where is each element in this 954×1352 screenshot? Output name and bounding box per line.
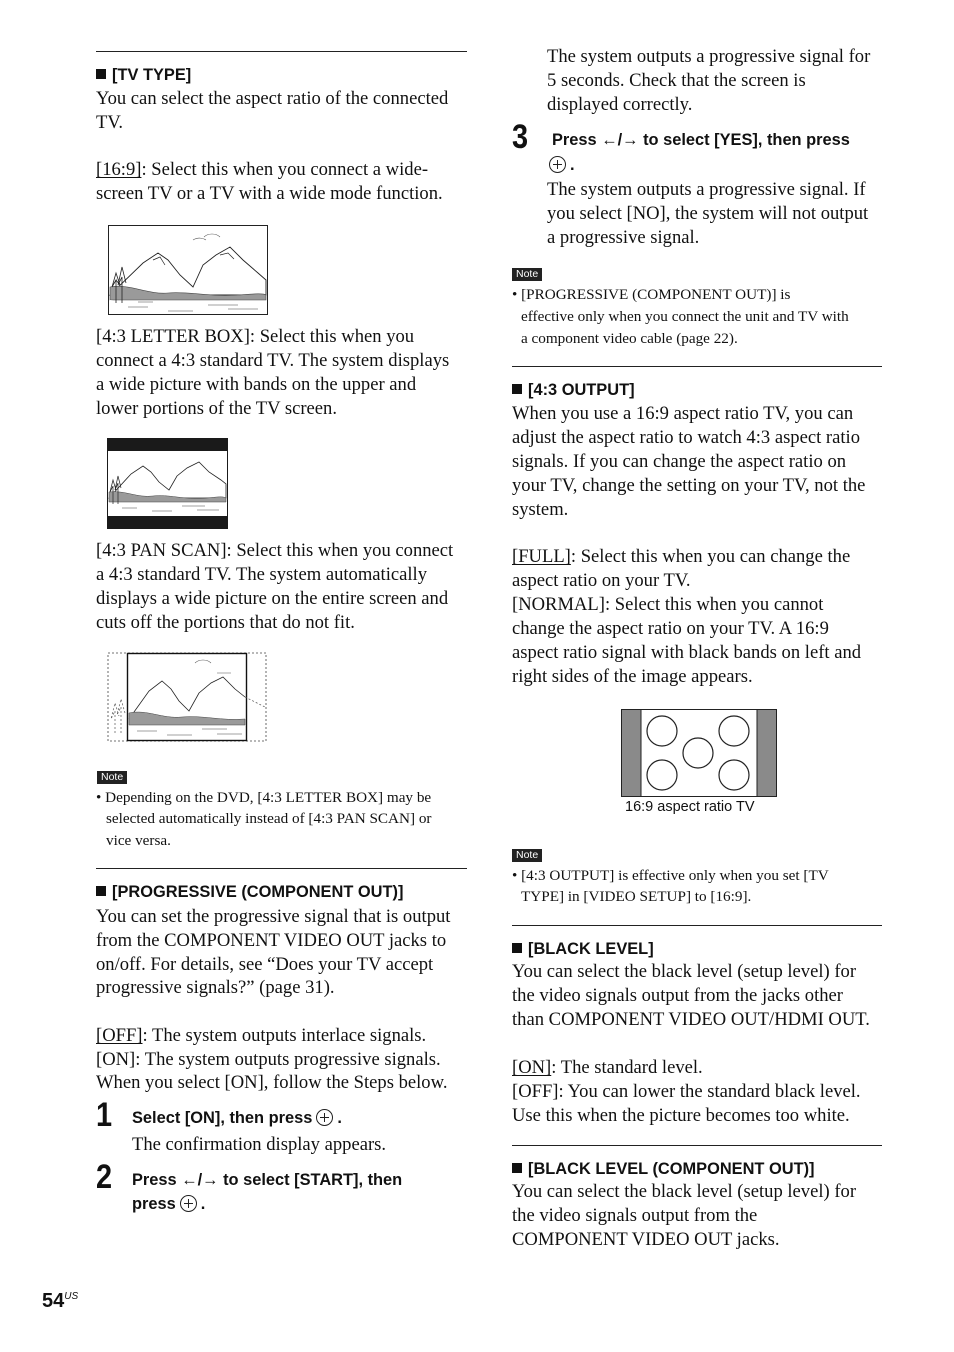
letterbox-line-1: [4:3 LETTER BOX]: Select this when you [96, 326, 415, 347]
panscan-illustration [107, 651, 267, 743]
panscan-line-1: [4:3 PAN SCAN]: Select this when you connect [96, 540, 454, 561]
page-number: $54^{US}$ [42, 1290, 79, 1312]
output43-normal-4: right sides of the image appears. [512, 666, 753, 687]
output43-normal-1: [NORMAL]: Select this when you cannot [512, 594, 824, 615]
enter-button-icon [316, 1109, 333, 1126]
step-1-desc: The confirmation display appears. [132, 1134, 387, 1155]
progressive-intro-1: You can set the progressive signal that is output [96, 906, 451, 927]
continued-line-3: displayed correctly. [547, 94, 693, 115]
output43-full-line-1: [FULL]: Select this when you can change the [512, 546, 851, 567]
letterbox-line-4: lower portions of the TV screen. [96, 398, 337, 419]
rule-progressive [96, 868, 467, 869]
note-2-line-3: a component video cable (page 22). [521, 330, 738, 347]
letterbox-line-3: a wide picture with bands on the upper and [96, 374, 417, 395]
step-3-text: Press ←/→ to select [YES], then press [552, 131, 850, 149]
aspect-ratio-tv-illustration [621, 709, 777, 797]
progressive-intro-4: progressive signals?” (page 31). [96, 977, 335, 998]
output43-full-line-2: aspect ratio on your TV. [512, 570, 691, 591]
letterbox-line-2: connect a 4:3 standard TV. The system displays [96, 350, 450, 371]
step-2-line-2: press . [132, 1195, 206, 1213]
output43-intro-4: your TV, change the setting on your TV, not the [512, 475, 866, 496]
letterbox-illustration [107, 438, 228, 529]
rule-black-level-comp [512, 1145, 882, 1146]
black-level-comp-intro-3: COMPONENT VIDEO OUT jacks. [512, 1229, 780, 1250]
progressive-follow-line: When you select [ON], follow the Steps below. [96, 1072, 448, 1093]
top-rule-left [96, 51, 467, 52]
default-option-full: [FULL] [512, 546, 571, 567]
black-level-comp-intro-2: the video signals output from the [512, 1205, 758, 1226]
tv-figure-caption: 16:9 aspect ratio TV [625, 799, 755, 815]
progressive-on-line: [ON]: The system outputs progressive signals. [96, 1049, 441, 1070]
black-level-comp-intro-1: You can select the black level (setup level) for [512, 1181, 857, 1202]
section-bullet-icon [512, 384, 522, 394]
note-3-line-2: TYPE] in [VIDEO SETUP] to [16:9]. [521, 888, 752, 905]
output43-intro-5: system. [512, 499, 569, 520]
rule-43-output [512, 366, 882, 367]
step-1-number: 1 [96, 1096, 113, 1134]
black-level-intro-3: than COMPONENT VIDEO OUT/HDMI OUT. [512, 1009, 870, 1030]
section-bullet-icon [96, 69, 106, 79]
output43-normal-3: aspect ratio signal with black bands on left and [512, 642, 862, 663]
progressive-heading: [PROGRESSIVE (COMPONENT OUT)] [96, 882, 403, 902]
default-option-off: [OFF] [96, 1025, 143, 1046]
option-169-line-2: screen TV or a TV with a wide mode function. [96, 183, 443, 204]
step-1-text: Select [ON], then press . [132, 1109, 342, 1127]
progressive-intro-3: on/off. For details, see “Does your TV accept [96, 954, 434, 975]
step-3-desc-1: The system outputs a progressive signal. If [547, 179, 866, 200]
output43-normal-2: change the aspect ratio on your TV. A 16:9 [512, 618, 829, 639]
note-1-line-1: • Depending on the DVD, [4:3 LETTER BOX] may be [96, 789, 432, 806]
step-3-number: 3 [512, 118, 529, 156]
black-level-intro-2: the video signals output from the jacks other [512, 985, 844, 1006]
black-level-on-line: [ON]: The standard level. [512, 1057, 703, 1078]
step-3-desc-3: a progressive signal. [547, 227, 700, 248]
panscan-line-2: a 4:3 standard TV. The system automatically [96, 564, 428, 585]
note-badge-2: Note [512, 268, 542, 281]
output43-intro-1: When you use a 16:9 aspect ratio TV, you can [512, 403, 854, 424]
option-169-line-1: [16:9]: Select this when you connect a wide- [96, 159, 429, 180]
black-level-comp-heading: [BLACK LEVEL (COMPONENT OUT)] [512, 1159, 815, 1179]
note-1-line-3: vice versa. [106, 832, 171, 849]
section-bullet-icon [512, 1163, 522, 1173]
rule-black-level [512, 925, 882, 926]
step-2-line-1: Press ←/→ to select [START], then [132, 1171, 403, 1189]
step-2-number: 2 [96, 1158, 113, 1196]
black-level-off-1: [OFF]: You can lower the standard black level. [512, 1081, 861, 1102]
black-level-off-2: Use this when the picture becomes too white. [512, 1105, 850, 1126]
note-2-line-2: effective only when you connect the unit and TV with [521, 308, 849, 325]
black-level-intro-1: You can select the black level (setup level) for [512, 961, 857, 982]
tv-type-intro-2: TV. [96, 112, 124, 133]
default-option-on: [ON] [512, 1057, 552, 1078]
panscan-line-4: cuts off the portions that do not fit. [96, 612, 355, 633]
black-level-heading: [BLACK LEVEL] [512, 939, 654, 959]
section-bullet-icon [512, 943, 522, 953]
continued-line-1: The system outputs a progressive signal for [547, 46, 871, 67]
note-badge-1: Note [97, 771, 127, 784]
output43-intro-2: adjust the aspect ratio to watch 4:3 aspect ratio [512, 427, 860, 448]
section-bullet-icon [96, 886, 106, 896]
step-3-enter: . [547, 153, 575, 177]
continued-line-2: 5 seconds. Check that the screen is [547, 70, 806, 91]
panscan-line-3: displays a wide picture on the entire screen and [96, 588, 449, 609]
note-3-line-1: • [4:3 OUTPUT] is effective only when you set [TV [512, 867, 829, 884]
default-option-169: [16:9] [96, 159, 142, 180]
progressive-intro-2: from the COMPONENT VIDEO OUT jacks to [96, 930, 447, 951]
output43-heading: [4:3 OUTPUT] [512, 380, 635, 400]
enter-button-icon [549, 156, 566, 173]
note-1-line-2: selected automatically instead of [4:3 PAN SCAN] or [106, 810, 432, 827]
enter-button-icon [180, 1195, 197, 1212]
note-2-line-1: • [PROGRESSIVE (COMPONENT OUT)] is [512, 286, 791, 303]
note-badge-3: Note [512, 849, 542, 862]
wide-screen-illustration [108, 225, 268, 315]
output43-intro-3: signals. If you can change the aspect ratio on [512, 451, 847, 472]
step-3-desc-2: you select [NO], the system will not output [547, 203, 869, 224]
tv-type-intro-1: You can select the aspect ratio of the connected [96, 88, 449, 109]
tv-type-heading: [TV TYPE] [96, 65, 191, 85]
progressive-off-line: [OFF]: The system outputs interlace signals. [96, 1025, 427, 1046]
